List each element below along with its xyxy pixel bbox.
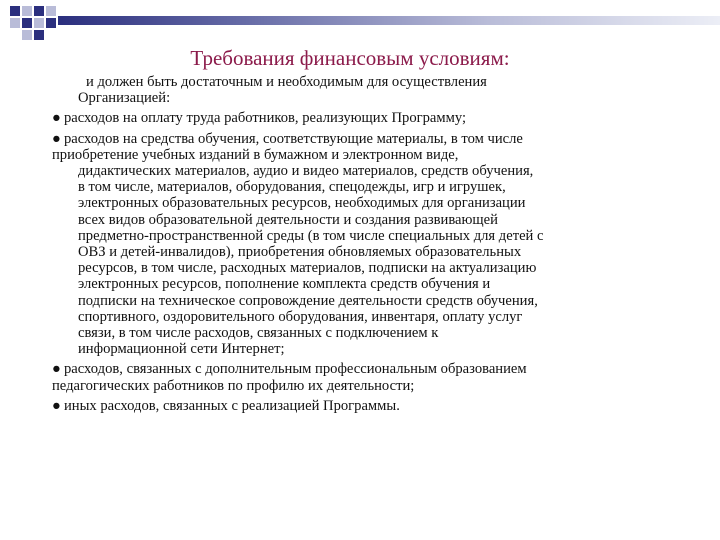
deco-square	[22, 30, 32, 40]
item-line: связи, в том числе расходов, связанных с подключением к	[78, 325, 439, 342]
list-item	[52, 361, 674, 393]
deco-square	[10, 6, 20, 16]
item-line: дидактических материалов, аудио и видео материалов, средств обучения,	[78, 163, 534, 180]
item-line: информационной сети Интернет;	[78, 341, 285, 358]
item-line: всех видов образовательной деятельности и создания развивающей	[78, 211, 498, 228]
list-item	[52, 398, 674, 414]
item-line: педагогических работников по профилю их деятельности;	[52, 377, 415, 394]
item-line: приобретение учебных изданий в бумажном и электронном виде,	[52, 146, 459, 163]
deco-square	[10, 18, 20, 28]
slide-content	[52, 74, 674, 418]
item-line: расходов на средства обучения, соответствующие материалы, в том числе	[64, 130, 523, 147]
item-line: ОВЗ и детей-инвалидов), приобретения обновляемых образовательных	[78, 244, 522, 261]
bullet-icon: ●	[52, 361, 61, 378]
deco-square	[46, 6, 56, 16]
intro-paragraph	[52, 74, 674, 106]
item-line: подписки на техническое сопровождение деятельности средств обучения,	[78, 292, 538, 309]
deco-square	[46, 18, 56, 28]
list-item	[52, 110, 674, 126]
list-item	[52, 131, 674, 358]
slide-title: Требования финансовым условиям:	[190, 46, 510, 70]
item-line: спортивного, оздоровительного оборудования, инвентаря, оплату услуг	[78, 308, 523, 325]
bullet-icon: ●	[52, 397, 61, 414]
deco-square	[22, 6, 32, 16]
intro-line: Организацией:	[78, 90, 171, 107]
item-line: расходов, связанных с дополнительным профессиональным образованием	[64, 361, 527, 378]
bullet-icon: ●	[52, 110, 61, 127]
deco-square	[34, 18, 44, 28]
bullet-icon: ●	[52, 130, 61, 147]
deco-square	[22, 18, 32, 28]
item-line: предметно-пространственной среды (в том числе специальных для детей с	[78, 227, 544, 244]
item-line: иных расходов, связанных с реализацией Программы.	[64, 397, 400, 414]
deco-square	[34, 6, 44, 16]
header-gradient-bar	[58, 16, 720, 25]
item-line: ресурсов, в том числе, расходных материалов, подписки на актуализацию	[78, 260, 537, 277]
item-line: в том числе, материалов, оборудования, спецодежды, игр и игрушек,	[78, 179, 506, 196]
item-line: расходов на оплату труда работников, реализующих Программу;	[64, 110, 467, 127]
item-line: электронных ресурсов, пополнение комплекта средств обучения и	[78, 276, 491, 293]
deco-square	[34, 30, 44, 40]
item-line: электронных образовательных ресурсов, необходимых для организации	[78, 195, 526, 212]
intro-line: и должен быть достаточным и необходимым для осуществления	[86, 74, 487, 90]
